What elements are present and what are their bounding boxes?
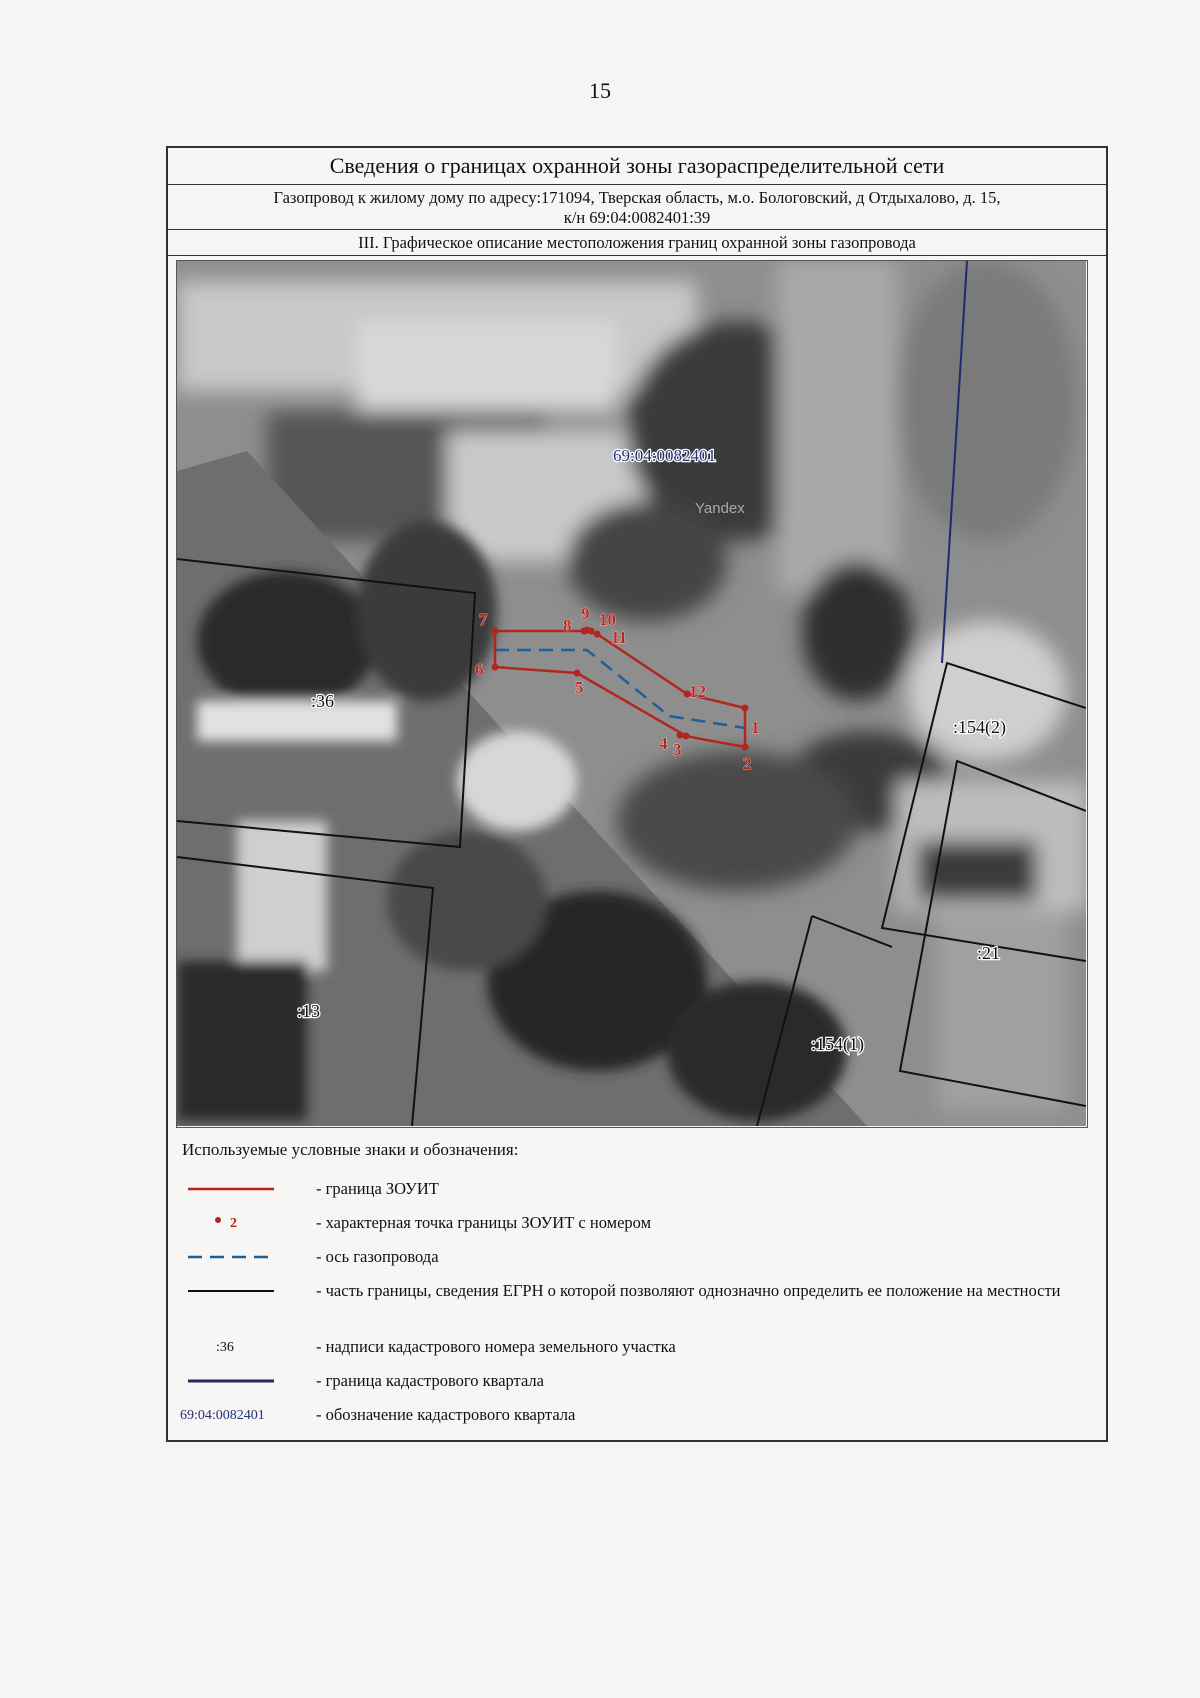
zone-point-2 <box>742 744 749 751</box>
zone-point-label: 9 <box>581 604 590 623</box>
object-cadastral-number: к/н 69:04:0082401:39 <box>563 208 711 227</box>
object-address: Газопровод к жилому дому по адресу:171094, Тверская область, м.о. Бологовский, д Отдыхалово, д. 15, <box>273 188 1001 207</box>
object-description <box>168 185 1106 230</box>
page-title: Сведения о границах охранной зоны газораспределительной сети <box>168 148 1106 185</box>
page-number: 15 <box>589 78 611 103</box>
parcel-label: :36 <box>311 691 335 711</box>
aerial-map <box>176 260 1088 1128</box>
legend-desc: - граница ЗОУИТ <box>316 1179 439 1198</box>
red-line-symbol <box>186 1176 276 1202</box>
legend-title: Используемые условные знаки и обозначения: <box>182 1140 519 1159</box>
legend-desc: - характерная точка границы ЗОУИТ с номером <box>316 1213 652 1232</box>
document-frame <box>166 146 1108 1442</box>
legend-quarter-label-sample: 69:04:0082401 <box>180 1408 265 1423</box>
zone-point-6 <box>492 664 499 671</box>
zone-point-label: 6 <box>475 660 484 679</box>
cadastral-quarter-label: 69:04:0082401 <box>613 446 716 465</box>
legend-item <box>168 1334 1106 1364</box>
legend-parcel-label-sample: :36 <box>216 1340 234 1355</box>
parcel-label: :13 <box>297 1001 321 1021</box>
zone-point-label: 5 <box>575 678 584 697</box>
parcel-label: :21 <box>977 943 1001 963</box>
legend-desc: - надписи кадастрового номера земельного участка <box>316 1337 676 1356</box>
zone-point-label: 2 <box>743 754 752 773</box>
parcel-label: :154(1) <box>811 1034 864 1054</box>
zone-point-label: 11 <box>611 628 628 647</box>
parcel-label: :154(2) <box>953 717 1006 737</box>
zone-point-4 <box>677 732 684 739</box>
zone-point-7 <box>492 628 499 635</box>
zone-point-10 <box>588 628 595 635</box>
blue-dashed-line-symbol <box>186 1244 276 1270</box>
zone-point-label: 7 <box>479 610 488 629</box>
legend-item <box>168 1210 1106 1240</box>
legend-item <box>168 1244 1106 1274</box>
legend-desc: - часть границы, сведения ЕГРН о которой позволяют однозначно определить ее положение на местности <box>316 1281 1061 1300</box>
legend-desc: - ось газопровода <box>316 1247 439 1266</box>
navy-line-symbol <box>186 1368 276 1394</box>
legend-desc: - граница кадастрового квартала <box>316 1371 544 1390</box>
black-line-symbol <box>186 1278 276 1304</box>
legend-item <box>168 1402 1106 1432</box>
zone-point-11 <box>594 631 601 638</box>
legend-desc: - обозначение кадастрового квартала <box>316 1405 576 1424</box>
legend-item <box>168 1176 1106 1206</box>
zone-point-label: 4 <box>659 734 668 753</box>
zone-point-label: 1 <box>751 718 760 737</box>
zone-point-5 <box>574 670 581 677</box>
zone-point-3 <box>683 733 690 740</box>
zone-point-1 <box>742 705 749 712</box>
map-watermark: Yandex <box>695 500 745 517</box>
legend-item <box>168 1278 1106 1326</box>
zone-point-label: 12 <box>689 682 706 701</box>
legend-point-number: 2 <box>230 1216 237 1231</box>
zone-point-label: 8 <box>563 616 572 635</box>
section-title: III. Графическое описание местоположения границ охранной зоны газопровода <box>168 231 1106 256</box>
legend-item <box>168 1368 1106 1398</box>
zone-point-label: 10 <box>599 610 616 629</box>
zone-point-label: 3 <box>673 740 682 759</box>
